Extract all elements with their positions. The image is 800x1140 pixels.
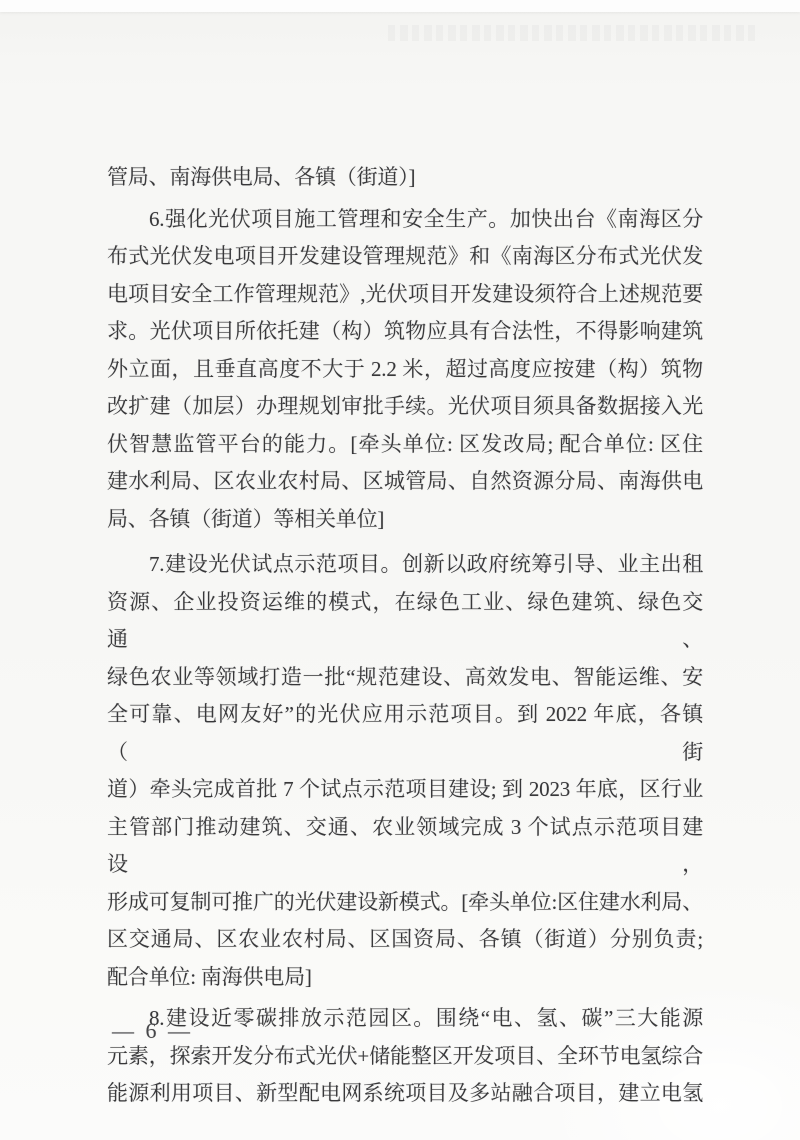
text-line: 元素，探索开发分布式光伏+储能整区开发项目、全环节电氢综合 xyxy=(107,1043,703,1068)
paragraph xyxy=(107,159,703,197)
document-body xyxy=(107,159,703,1113)
text-line: 形成可复制可推广的光伏建设新模式。[牵头单位:区住建水利局、 xyxy=(107,889,703,914)
text-line: 电项目安全工作管理规范》,光伏项目开发建设须符合上述规范要 xyxy=(107,281,703,306)
text-line: 区交通局、区农业农村局、区国资局、各镇（街道）分别负责; xyxy=(107,927,703,951)
text-line: 配合单位: 南海供电局] xyxy=(107,964,312,989)
text-line: 伏智慧监管平台的能力。[牵头单位: 区发改局; 配合单位: 区住 xyxy=(107,431,703,456)
text-line: 全可靠、电网友好”的光伏应用示范项目。到 2022 年底，各镇（街 xyxy=(107,702,703,764)
paragraph xyxy=(107,546,703,996)
text-line: 管局、南海供电局、各镇（街道）] xyxy=(107,165,416,189)
text-line: 求。光伏项目所依托建（构）筑物应具有合法性，不得影响建筑 xyxy=(107,319,703,343)
text-line: 6.强化光伏项目施工管理和安全生产。加快出台《南海区分 xyxy=(149,206,703,231)
bleed-through-marks xyxy=(388,25,760,41)
text-line: 布式光伏发电项目开发建设管理规范》和《南海区分布式光伏发 xyxy=(107,244,703,268)
text-line: 外立面，且垂直高度不大于 2.2 米，超过高度应按建（构）筑物 xyxy=(107,356,703,381)
paragraph xyxy=(107,201,703,539)
text-line: 能源利用项目、新型配电网系统项目及多站融合项目，建立电氢 xyxy=(107,1081,703,1105)
page-number: — 6 — xyxy=(112,1018,193,1043)
paragraph xyxy=(107,1000,703,1113)
text-line: 8.建设近零碳排放示范园区。围绕“电、氢、碳”三大能源 xyxy=(149,1006,703,1030)
scan-top-edge xyxy=(0,0,800,12)
text-line: 主管部门推动建筑、交通、农业领域完成 3 个试点示范项目建设， xyxy=(107,814,703,876)
text-line: 局、各镇（街道）等相关单位] xyxy=(107,506,385,531)
text-line: 道）牵头完成首批 7 个试点示范项目建设; 到 2023 年底，区行业 xyxy=(107,777,703,801)
text-line: 绿色农业等领域打造一批“规范建设、高效发电、智能运维、安 xyxy=(107,664,703,689)
text-line: 7.建设光伏试点示范项目。创新以政府统筹引导、业主出租 xyxy=(149,552,703,576)
text-line: 建水利局、区农业农村局、区城管局、自然资源分局、南海供电 xyxy=(107,469,703,493)
text-line: 资源、企业投资运维的模式，在绿色工业、绿色建筑、绿色交通、 xyxy=(107,589,703,651)
text-line: 改扩建（加层）办理规划审批手续。光伏项目须具备数据接入光 xyxy=(107,394,703,418)
